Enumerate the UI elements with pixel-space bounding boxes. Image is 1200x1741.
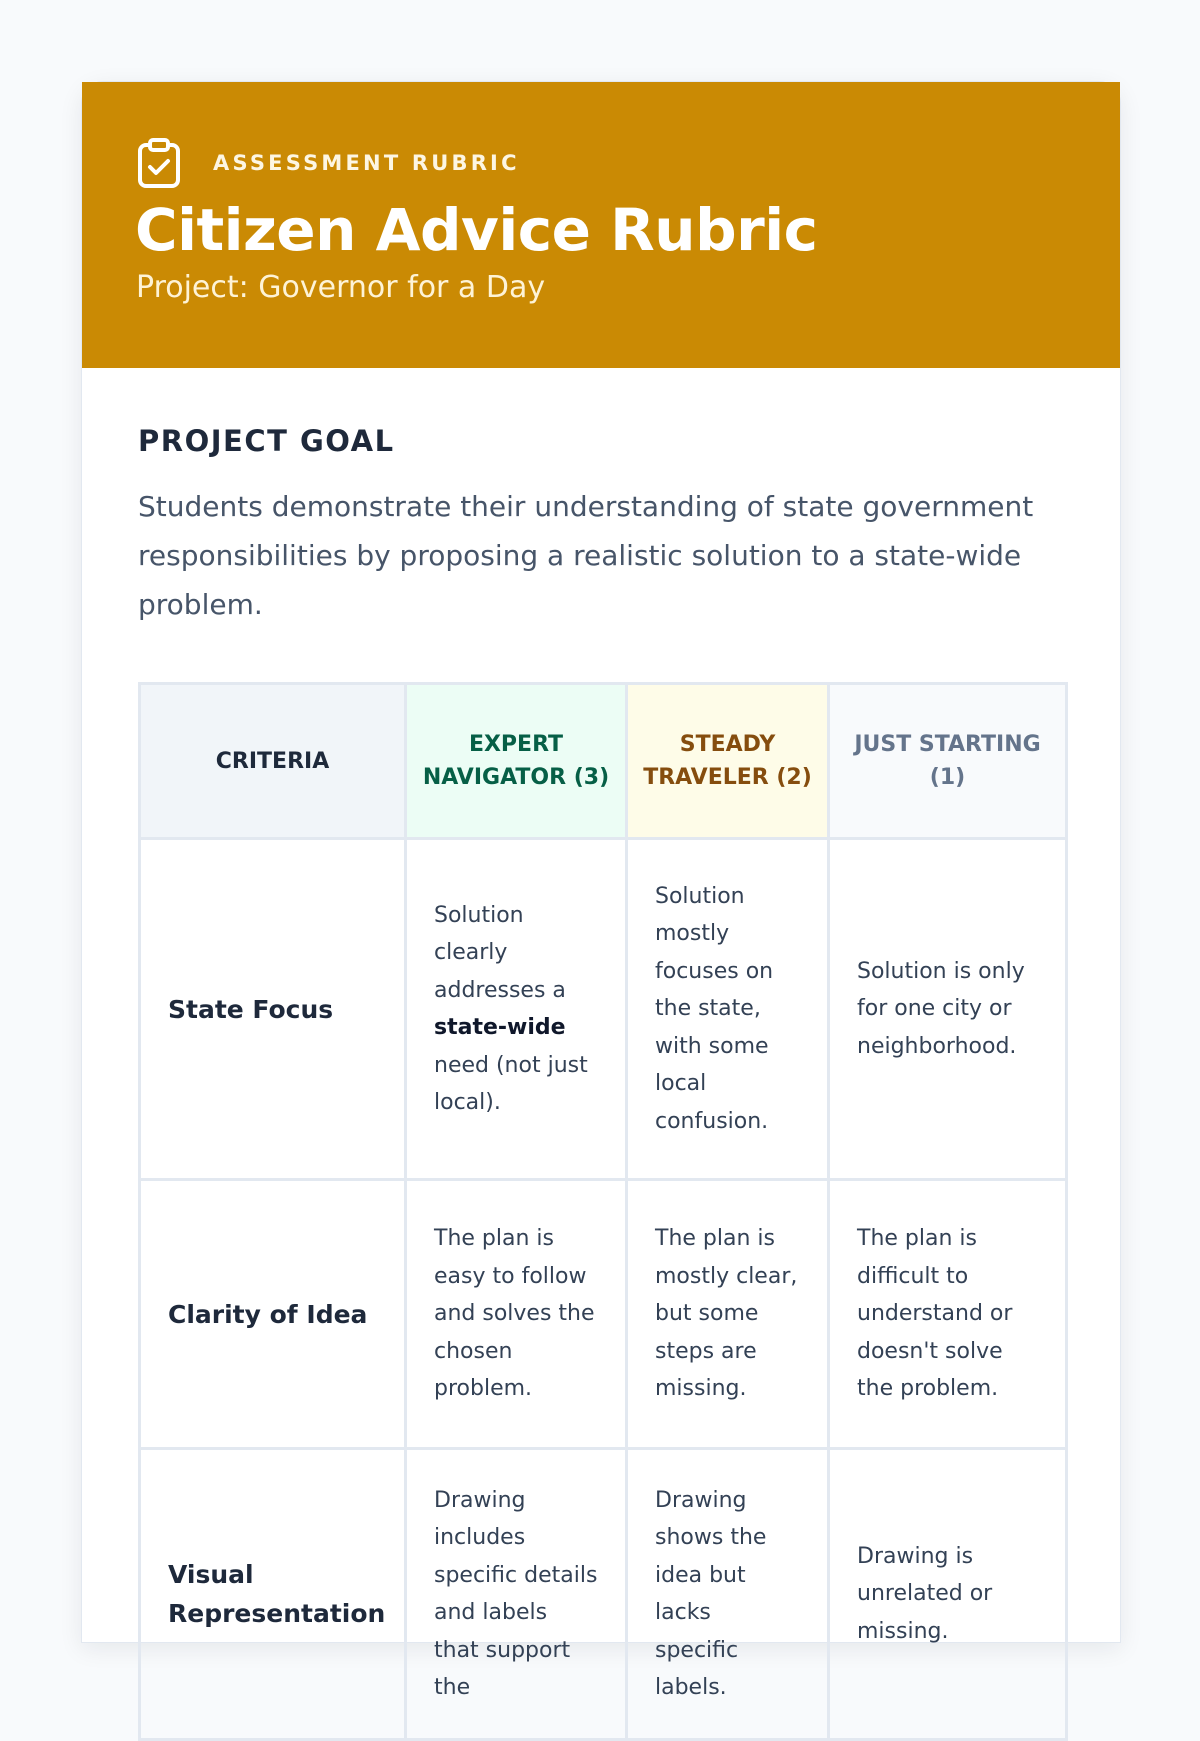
criterion-visual: Visual Representation [140,1449,406,1740]
column-header-steady: STEADY TRAVELER (2) [627,684,829,839]
rubric-table [138,682,1068,1741]
steady-state-focus: Solution mostly focuses on the state, with some local confusion. [627,839,829,1180]
steady-clarity: The plan is mostly clear, but some steps are missing. [627,1180,829,1449]
rubric-header [82,82,1120,368]
expert-visual: Drawing includes specific details and labels that support the [406,1449,627,1740]
just-visual: Drawing is unrelated or missing. [829,1449,1067,1740]
clipboard-check-icon [137,138,181,188]
table-row [140,839,1067,1180]
desc-emphasis: state-wide [434,1015,566,1040]
steady-visual: Drawing shows the idea but lacks specific labels. [627,1449,829,1740]
column-header-criteria: CRITERIA [140,684,406,839]
page-title: Citizen Advice Rubric [135,196,818,264]
rubric-header-row [140,684,1067,839]
desc-text: Solution clearly addresses a [434,902,566,1003]
expert-clarity: The plan is easy to follow and solves the chosen problem. [406,1180,627,1449]
goal-text: Students demonstrate their understanding of state government responsibilities by proposing a realistic solution to a state-wide problem. [138,490,1034,621]
criterion-state-focus: State Focus [140,839,406,1180]
table-row [140,1449,1067,1740]
expert-state-focus [406,839,627,1180]
just-clarity: The plan is difficult to understand or doesn't solve the problem. [829,1180,1067,1449]
desc-text: need (not just local). [434,1052,588,1115]
rubric-card [81,81,1121,1700]
eyebrow [137,138,520,188]
table-row [140,1180,1067,1449]
page-subtitle: Project: Governor for a Day [136,270,546,305]
column-header-expert: EXPERT NAVIGATOR (3) [406,684,627,839]
column-header-just: JUST STARTING (1) [829,684,1067,839]
just-state-focus: Solution is only for one city or neighborhood. [829,839,1067,1180]
goal-heading: PROJECT GOAL [138,424,395,458]
eyebrow-label: ASSESSMENT RUBRIC [213,151,520,175]
criterion-clarity: Clarity of Idea [140,1180,406,1449]
